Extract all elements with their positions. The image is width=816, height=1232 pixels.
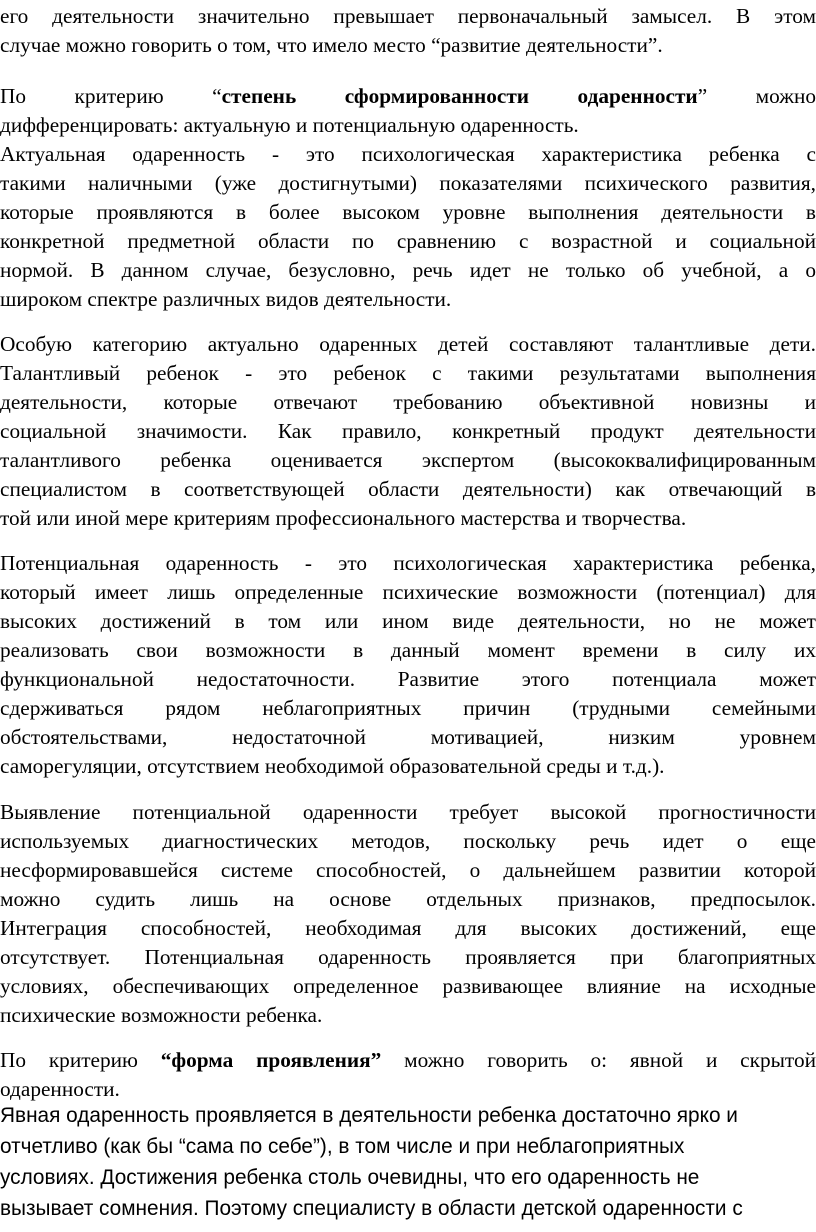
paragraph-4-line-4: социальной значимости. Как правило, конкретный продукт деятельности	[0, 419, 816, 443]
criterion-intro-text: По критерию “	[0, 84, 222, 108]
paragraph-3-line-1: Актуальная одаренность - это психологическая характеристика ребенка с	[0, 142, 816, 166]
paragraph-5-line-1: Потенциальная одаренность - это психологическая характеристика ребенка,	[0, 551, 816, 575]
paragraph-2-line-2: дифференцировать: актуальную и потенциальную одаренность.	[0, 113, 579, 137]
paragraph-4-line-7: той или иной мере критериям профессионального мастерства и творчества.	[0, 506, 687, 530]
paragraph-6-line-1: Выявление потенциальной одаренности требует высокой прогностичности	[0, 800, 816, 824]
paragraph-5-line-2: который имеет лишь определенные психические возможности (потенциал) для	[0, 580, 816, 604]
paragraph-4-line-5: талантливого ребенка оценивается экспертом (высококвалифицированным	[0, 448, 816, 472]
paragraph-1-line-2: случае можно говорить о том, что имело место “развитие деятельности”.	[0, 33, 663, 57]
paragraph-7-line-1	[0, 1046, 816, 1075]
form-criterion-title-bold: “форма проявления”	[160, 1048, 382, 1072]
paragraph-6-line-3: несформировавшейся системе способностей, о дальнейшем развитии которой	[0, 858, 816, 882]
paragraph-7-line-2: одаренности.	[0, 1077, 120, 1101]
paragraph-8-line-2: отчетливо (как бы “сама по себе”), в том числе и при неблагоприятных	[0, 1135, 685, 1158]
paragraph-4-line-2: Талантливый ребенок - это ребенок с такими результатами выполнения	[0, 361, 816, 385]
paragraph-5-line-8: саморегуляции, отсутствием необходимой образовательной среды и т.д.).	[0, 754, 665, 778]
paragraph-4-line-6: специалистом в соответствующей области деятельности) как отвечающий в	[0, 477, 816, 501]
form-criterion-intro-text: По критерию	[0, 1048, 161, 1072]
paragraph-5-line-7: обстоятельствами, недостаточной мотивацией, низким уровнем	[0, 725, 816, 749]
paragraph-2-line-1	[0, 82, 816, 111]
form-criterion-after-text: можно говорить о: явной и скрытой	[381, 1048, 816, 1072]
criterion-after-text: ” можно	[697, 84, 816, 108]
paragraph-3-line-6: широком спектре различных видов деятельности.	[0, 287, 452, 311]
criterion-title-bold: степень сформированности одаренности	[221, 84, 698, 108]
paragraph-6-line-7: условиях, обеспечивающих определенное развивающее влияние на исходные	[0, 974, 816, 998]
paragraph-3-line-2: такими наличными (уже достигнутыми) показателями психического развития,	[0, 171, 816, 195]
paragraph-4-line-3: деятельности, которые отвечают требованию объективной новизны и	[0, 390, 816, 414]
paragraph-3-line-5: нормой. В данном случае, безусловно, речь идет не только об учебной, а о	[0, 258, 816, 282]
paragraph-5-line-3: высоких достижений в том или ином виде деятельности, но не может	[0, 609, 816, 633]
paragraph-6-line-5: Интеграция способностей, необходимая для высоких достижений, еще	[0, 916, 816, 940]
paragraph-3-line-4: конкретной предметной области по сравнению с возрастной и социальной	[0, 229, 816, 253]
paragraph-5-line-5: функциональной недостаточности. Развитие этого потенциала может	[0, 667, 816, 691]
paragraph-8-line-3: условиях. Достижения ребенка столь очевидны, что его одаренность не	[0, 1166, 700, 1189]
paragraph-3-line-3: которые проявляются в более высоком уровне выполнения деятельности в	[0, 200, 816, 224]
paragraph-8-line-1: Явная одаренность проявляется в деятельности ребенка достаточно ярко и	[0, 1104, 738, 1127]
paragraph-6-line-8: психические возможности ребенка.	[0, 1003, 323, 1027]
paragraph-6-line-4: можно судить лишь на основе отдельных признаков, предпосылок.	[0, 887, 816, 911]
paragraph-6-line-6: отсутствует. Потенциальная одаренность проявляется при благоприятных	[0, 945, 816, 969]
paragraph-5-line-6: сдерживаться рядом неблагоприятных причин (трудными семейными	[0, 696, 816, 720]
paragraph-6-line-2: используемых диагностических методов, поскольку речь идет о еще	[0, 829, 816, 853]
paragraph-4-line-1: Особую категорию актуально одаренных детей составляют талантливые дети.	[0, 332, 816, 356]
paragraph-8-line-4: вызывает сомнения. Поэтому специалисту в области детской одаренности с	[0, 1197, 743, 1220]
paragraph-1-line-1: его деятельности значительно превышает первоначальный замысел. В этом	[0, 4, 816, 28]
paragraph-5-line-4: реализовать свои возможности в данный момент времени в силу их	[0, 638, 816, 662]
